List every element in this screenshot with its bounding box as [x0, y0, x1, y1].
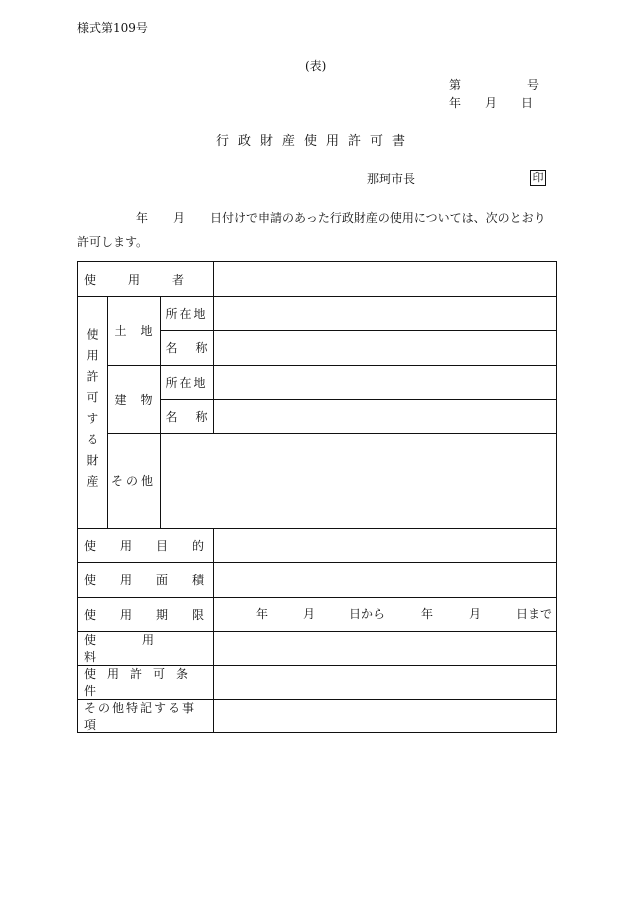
building-location-label [160, 365, 213, 399]
document-date [449, 97, 533, 109]
period-year-start: 年 [256, 607, 269, 621]
land-location-label [160, 296, 213, 330]
user-label-text: 使用者 [84, 272, 217, 287]
period-label [84, 597, 229, 631]
property-group-label [78, 296, 107, 528]
land-name-value[interactable] [214, 331, 556, 365]
purpose-label [84, 528, 229, 562]
building-location-text: 所在地 [165, 375, 208, 390]
land-location-text: 所在地 [165, 306, 208, 321]
land-location-value[interactable] [214, 297, 556, 330]
period-label-text: 使用期限 [84, 607, 229, 622]
date-year-label: 年 [449, 96, 462, 110]
area-label-text: 使用面積 [84, 573, 229, 587]
purpose-value[interactable] [214, 529, 556, 562]
conditions-value[interactable] [214, 666, 556, 699]
conditions-label-text: 使用許可条件 [84, 667, 200, 698]
fee-label [84, 631, 208, 665]
building-name-text: 名称 [165, 409, 226, 424]
area-label [84, 562, 229, 597]
special-notes-value[interactable] [214, 700, 556, 732]
user-label [84, 262, 217, 296]
land-name-label [160, 330, 226, 365]
period-year-end: 年 [421, 607, 434, 621]
purpose-label-text: 使用目的 [84, 538, 229, 553]
property-group-text: 使用許可する財産 [85, 328, 99, 496]
other-value[interactable] [161, 434, 556, 528]
fee-value[interactable] [214, 632, 556, 665]
building-label [107, 365, 167, 433]
date-day-label: 日 [520, 96, 533, 110]
period-day-start: 日から [349, 607, 386, 621]
user-value[interactable] [214, 263, 556, 296]
building-location-value[interactable] [214, 366, 556, 399]
land-label [107, 296, 167, 365]
area-value[interactable] [214, 563, 556, 597]
fee-label-text: 使用料 [84, 633, 201, 664]
statement-month-label: 月 [173, 211, 186, 225]
date-month-label: 月 [484, 96, 497, 110]
period-value[interactable] [214, 597, 556, 631]
statement-text: 日付けで申請のあった行政財産の使用については、次のとおり許可します。 [77, 211, 546, 249]
seal-mark: 印 [530, 170, 546, 186]
special-notes-text: その他特記する事項 [84, 700, 197, 732]
document-number-suffix: 号 [526, 78, 539, 92]
other-label [107, 433, 160, 528]
period-month-end: 月 [469, 607, 482, 621]
building-name-label [160, 399, 226, 433]
special-notes-label [84, 699, 208, 732]
document-number [449, 79, 539, 91]
side-label: (表) [305, 59, 327, 73]
issuer-name: 那珂市長 [367, 172, 416, 186]
building-name-value[interactable] [214, 400, 556, 433]
building-label-text: 建物 [114, 392, 167, 407]
form-number: 様式第109号 [77, 21, 148, 35]
document-number-prefix: 第 [449, 78, 462, 92]
document-title: 行政財産使用許可書 [216, 134, 415, 149]
statement-year-label: 年 [136, 211, 149, 225]
conditions-label [84, 665, 208, 699]
land-label-text: 土地 [114, 324, 167, 338]
permit-table [77, 261, 557, 733]
other-label-text: その他 [110, 474, 156, 488]
land-name-text: 名称 [165, 341, 226, 355]
period-day-end: 日まで [516, 607, 553, 621]
permission-statement [77, 206, 557, 254]
period-month-start: 月 [303, 607, 316, 621]
